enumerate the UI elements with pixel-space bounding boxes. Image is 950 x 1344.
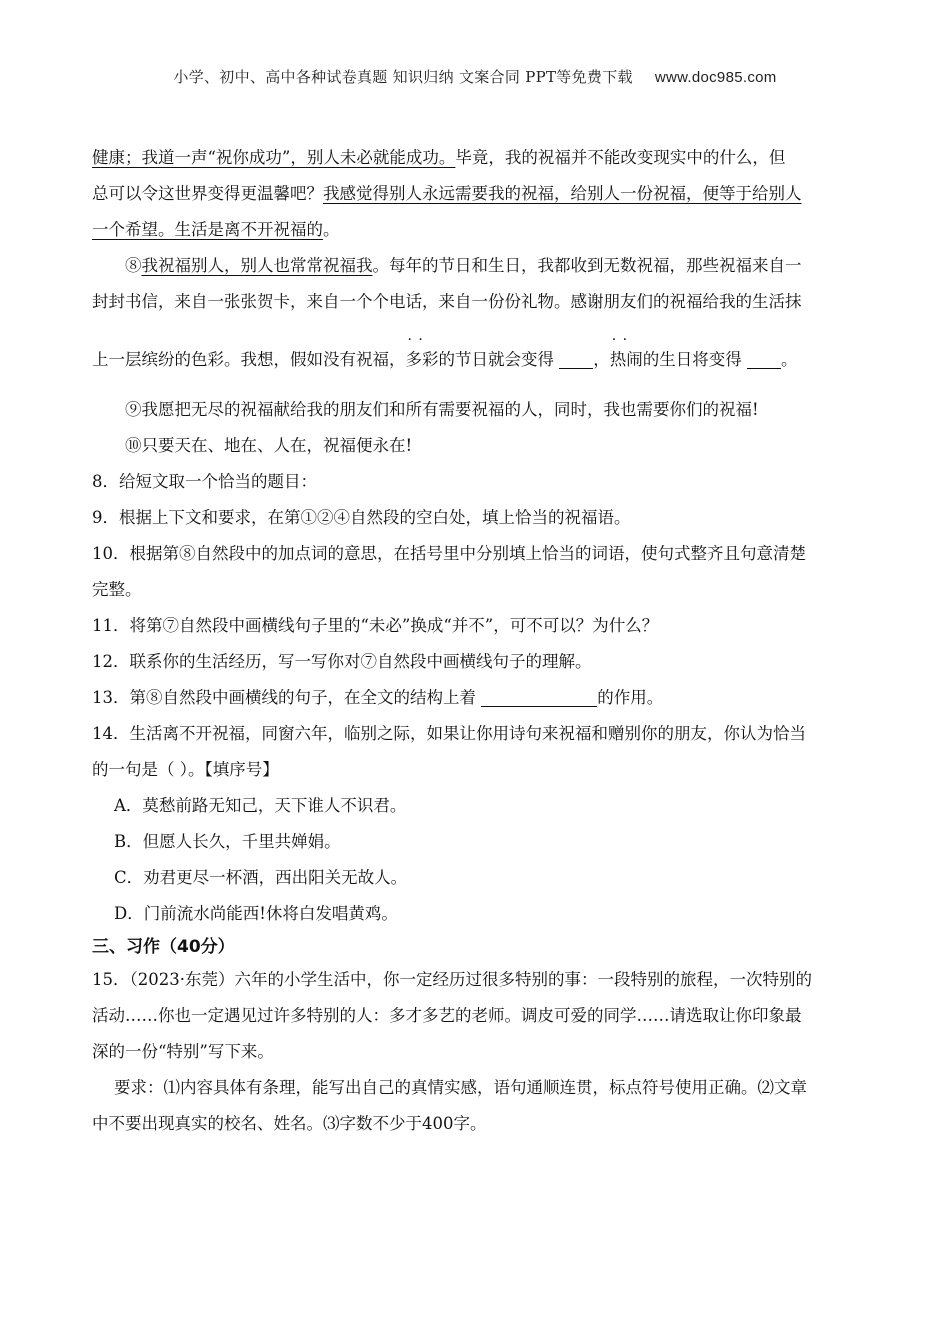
requirements-line2: 中不要出现真实的校名、姓名。⑶字数不少于400字。 — [92, 1114, 487, 1133]
question-11: 11．将第⑦自然段中画横线句子里的“未必”换成“并不”，可不可以？为什么？ — [92, 616, 659, 635]
question-15-line1: 15．（2023·东莞）六年的小学生活中，你一定经历过很多特别的事：一段特别的旅程，一次特别的 — [92, 970, 812, 989]
underlined-sentence: 我祝福别人，别人也常常祝福我 — [141, 256, 373, 275]
question-10-line1: 10．根据第⑧自然段中的加点词的意思，在括号里中分别填上恰当的词语，使句式整齐且句意清楚 — [92, 544, 806, 563]
para10: ⑩只要天在、地在、人在，祝福便永在! — [125, 436, 413, 455]
text-span: 总可以令这世界变得更温馨吧？ — [92, 184, 323, 203]
para8-line1 — [92, 248, 852, 284]
para7-line3 — [92, 212, 852, 248]
para7-line1 — [92, 140, 852, 176]
underlined-sentence: 我感觉得别人永远需要我的祝福，给别人一份祝福，便等于给别人 — [323, 184, 802, 203]
spacer — [92, 320, 852, 342]
question-15-line2: 活动……你也一定遇见过许多特别的人：多才多艺的老师。调皮可爱的同学……请选取让你印象最 — [92, 1006, 802, 1025]
question-8: 8．给短文取一个恰当的题目： — [92, 472, 317, 491]
text-span: 的生日将变得 — [642, 350, 747, 369]
text-span: 的作用。 — [597, 688, 664, 707]
option-d: D．门前流水尚能西!休将白发唱黄鸡。 — [114, 904, 398, 923]
underlined-sentence: 健康；我道一声“祝你成功”，别人未必就能成功。 — [92, 148, 456, 167]
option-b: B．但愿人长久，千里共婵娟。 — [114, 832, 341, 851]
para7-line2 — [92, 176, 852, 212]
document-body — [92, 140, 852, 1142]
section-title: 三、习作（40分） — [92, 937, 235, 957]
text-span: 。 — [781, 350, 798, 369]
text-span: 。每年的节日和生日，我都收到无数祝福，那些祝福来自一 — [372, 256, 802, 275]
spacer — [92, 378, 852, 392]
text-span: 的节日就会变得 — [438, 350, 560, 369]
text-span: 13．第⑧自然段中画横线的句子，在全文的结构上着 — [92, 688, 482, 707]
text-span: 毕竟，我的祝福并不能改变现实中的什么，但 — [455, 148, 786, 167]
paragraph-number: ⑧ — [125, 256, 142, 275]
question-13 — [92, 680, 852, 716]
dotted-word: · · 热闹 — [610, 342, 643, 378]
page-header — [0, 66, 950, 87]
option-a: A．莫愁前路无知己，天下谁人不识君。 — [114, 796, 407, 815]
header-url[interactable]: www.doc985.com — [654, 69, 777, 86]
question-10-line2: 完整。 — [92, 580, 142, 599]
question-15-line3: 深的一份“特别”写下来。 — [92, 1042, 274, 1061]
text-span: ， — [593, 350, 610, 369]
dotted-word: · · 多彩 — [406, 342, 439, 378]
option-c: C．劝君更尽一杯酒，西出阳关无故人。 — [114, 868, 408, 887]
header-text: 小学、初中、高中各种试卷真题 知识归纳 文案合同 PPT等免费下载 — [173, 68, 633, 86]
para9: ⑨我愿把无尽的祝福献给我的朋友们和所有需要祝福的人，同时，我也需要你们的祝福! — [125, 400, 759, 419]
underlined-sentence: 一个希望。生活是离不开祝福的 — [92, 220, 323, 239]
para8-line3 — [92, 342, 852, 378]
text-span: 。 — [323, 220, 340, 239]
fill-blank[interactable] — [747, 352, 781, 369]
question-14-line1: 14．生活离不开祝福，同窗六年，临别之际，如果让你用诗句来祝福和赠别你的朋友，你认为恰当 — [92, 724, 806, 743]
fill-blank[interactable] — [481, 690, 597, 707]
question-9: 9．根据上下文和要求，在第①②④自然段的空白处，填上恰当的祝福语。 — [92, 508, 631, 527]
text-span: 上一层缤纷的色彩。我想，假如没有祝福， — [92, 350, 406, 369]
question-12: 12．联系你的生活经历，写一写你对⑦自然段中画横线句子的理解。 — [92, 652, 592, 671]
requirements-line1: 要求：⑴内容具体有条理，能写出自己的真情实感，语句通顺连贯，标点符号使用正确。⑵文章 — [114, 1078, 807, 1097]
question-14-line2: 的一句是（ ）。【填序号】 — [92, 760, 279, 779]
fill-blank[interactable] — [559, 352, 593, 369]
para8-line2: 封封书信，来自一张张贺卡，来自一个个电话，来自一份份礼物。感谢朋友们的祝福给我的生活抹 — [92, 292, 802, 311]
